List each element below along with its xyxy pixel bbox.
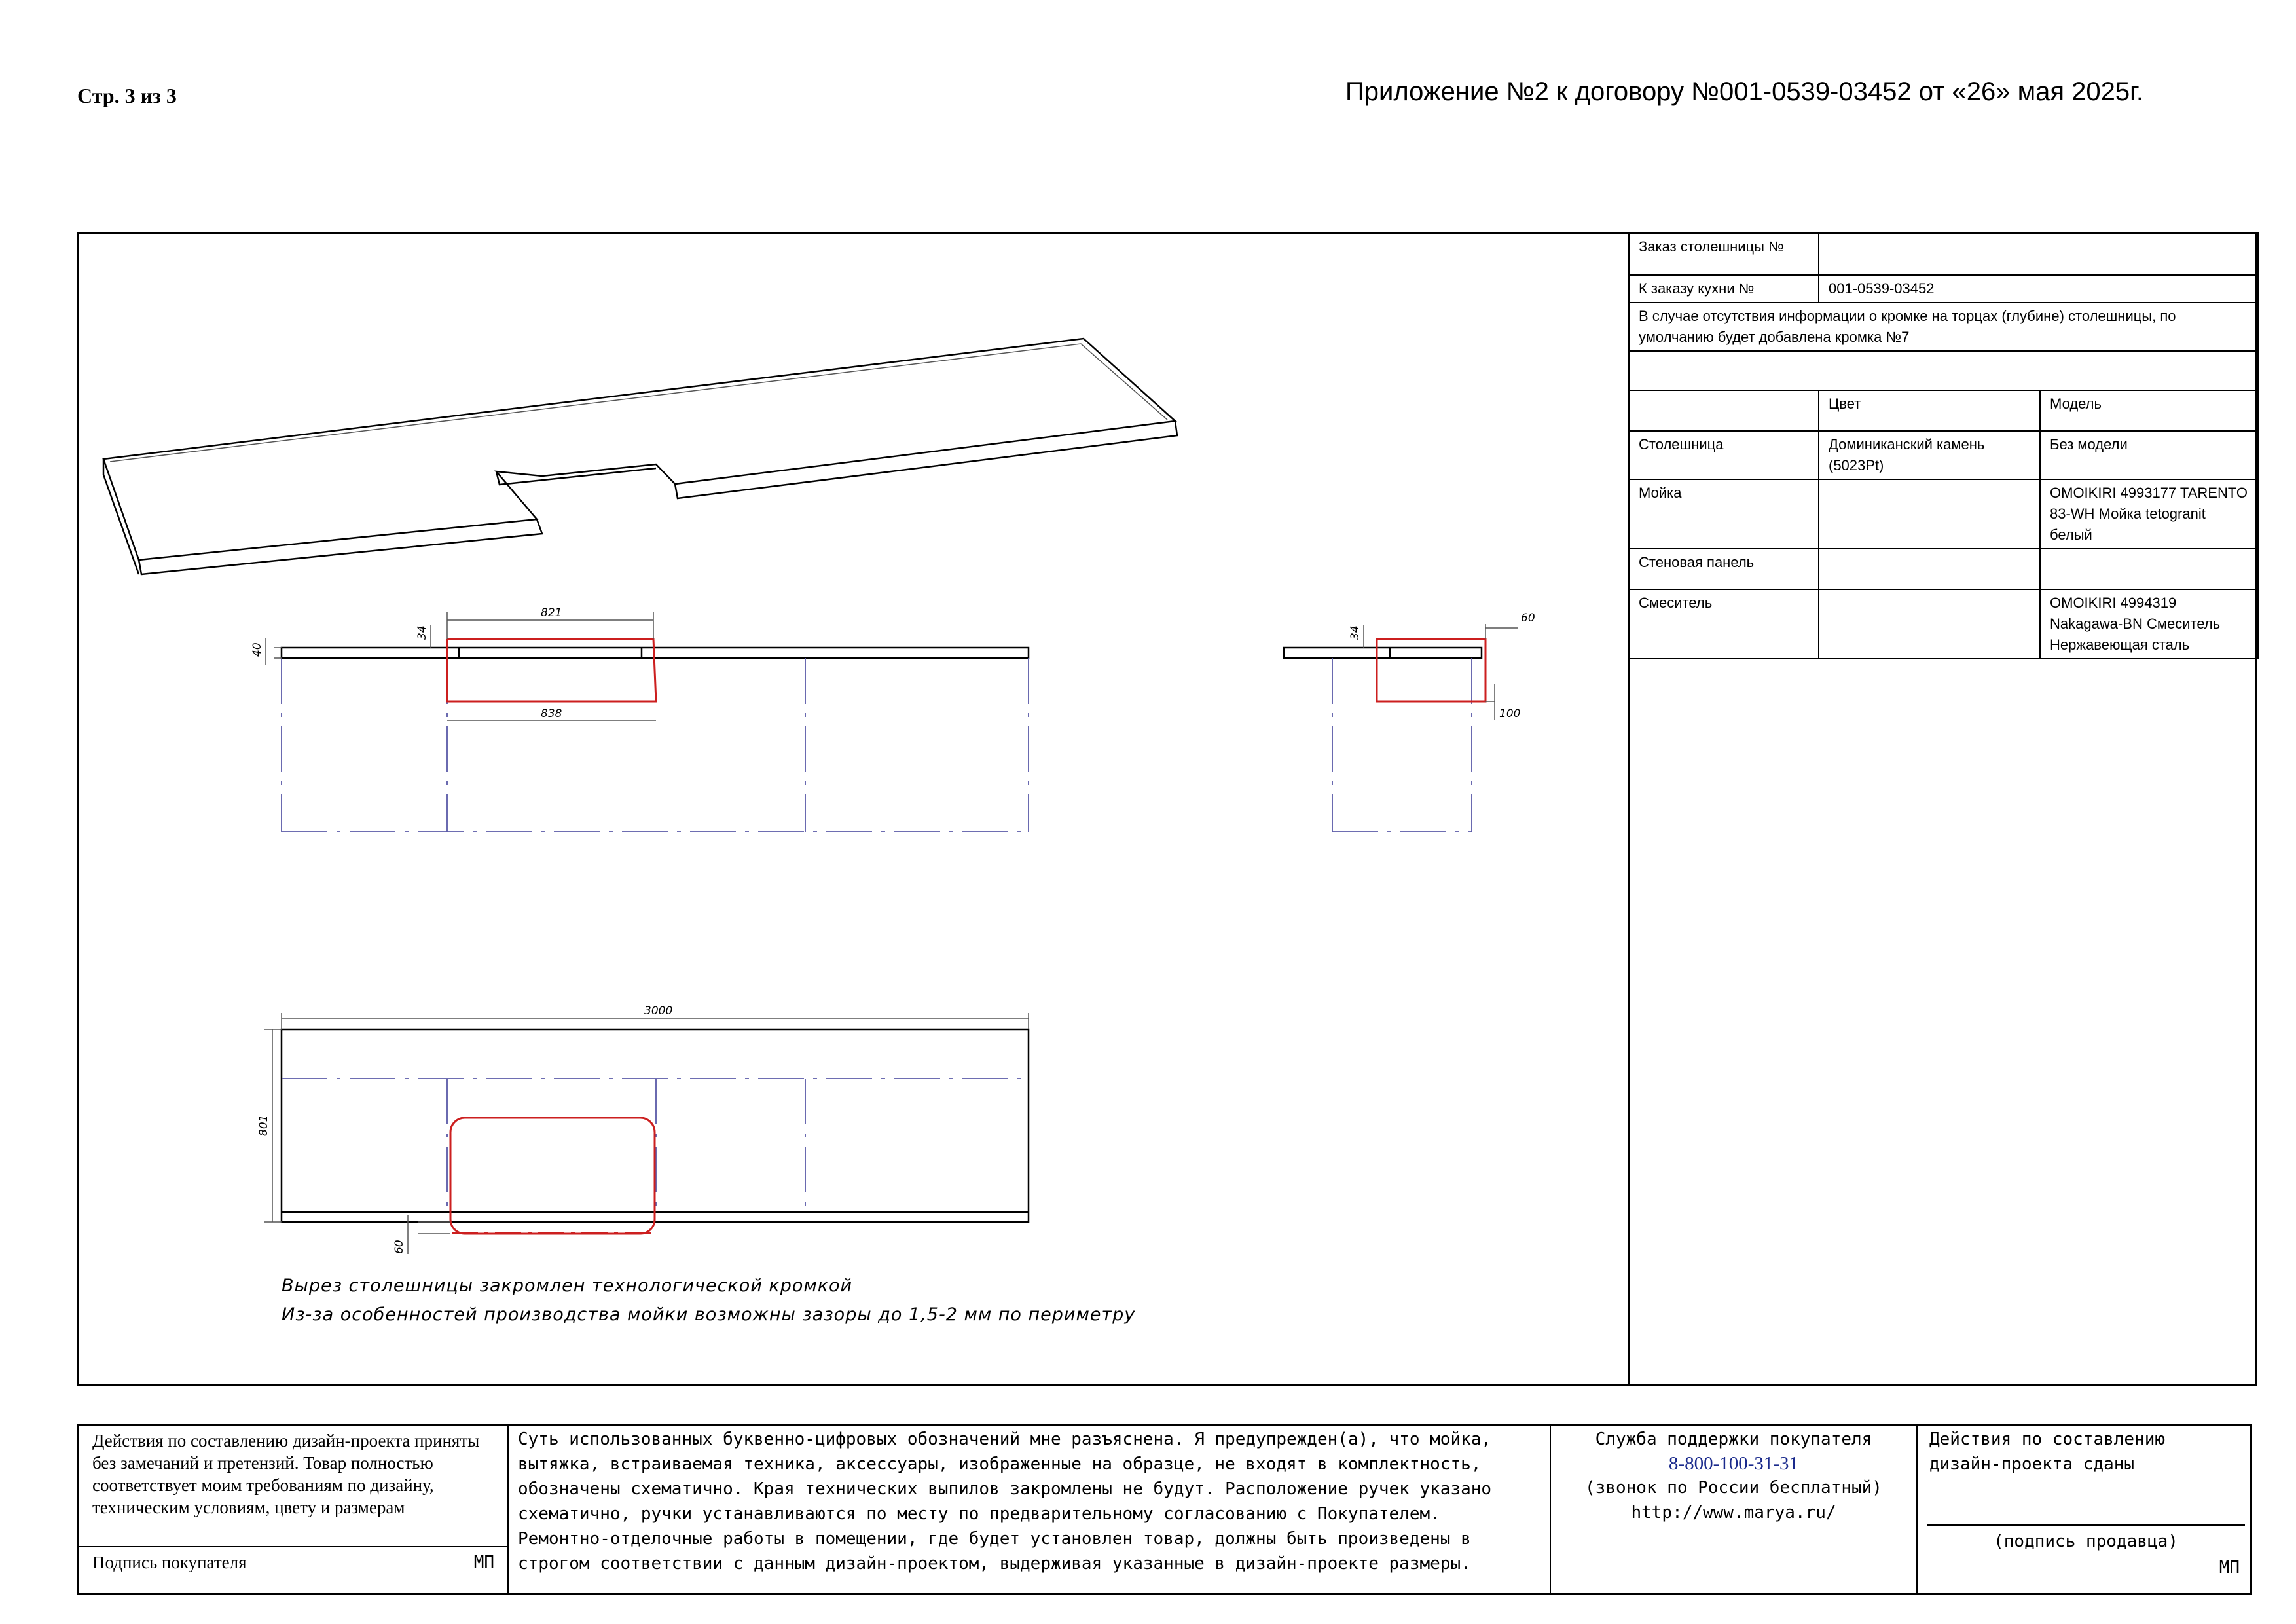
support-title: Служба поддержки покупателя bbox=[1595, 1430, 1872, 1449]
row-name: Стеновая панель bbox=[1629, 549, 1819, 589]
dim-100: 100 bbox=[1499, 707, 1521, 720]
contract-title: Приложение №2 к договору №001-0539-03452 от «26» мая 2025г. bbox=[1345, 77, 2143, 106]
row-model: OMOIKIRI 4993177 TARENTO 83-WH Мойка tetogranit белый bbox=[2040, 479, 2258, 549]
dim-821: 821 bbox=[541, 606, 562, 619]
header-empty bbox=[1629, 390, 1819, 431]
row-name: Смеситель bbox=[1629, 589, 1819, 659]
buyer-signature-label: Подпись покупателя bbox=[92, 1553, 247, 1572]
row-color bbox=[1819, 549, 2040, 589]
row-model: Без модели bbox=[2040, 431, 2258, 479]
row-model: OMOIKIRI 4994319 Nakagawa-BN Смеситель Нержавеющая сталь bbox=[2040, 589, 2258, 659]
row-color bbox=[1819, 589, 2040, 659]
mp-right: МП bbox=[2219, 1558, 2240, 1578]
dim-40: 40 bbox=[251, 642, 264, 657]
row-color bbox=[1819, 479, 2040, 549]
front-view bbox=[251, 606, 1029, 832]
side-view bbox=[1284, 612, 1535, 832]
seller-text: Действия по составлению дизайн-проекта сданы bbox=[1929, 1430, 2166, 1474]
footer-support bbox=[1551, 1426, 1918, 1593]
support-url[interactable]: http://www.marya.ru/ bbox=[1631, 1503, 1836, 1522]
dim-3000: 3000 bbox=[644, 1005, 673, 1018]
header-model: Модель bbox=[2040, 390, 2258, 431]
dim-34: 34 bbox=[416, 625, 429, 640]
dim-60-side: 60 bbox=[1521, 612, 1535, 625]
seller-signature-line bbox=[1927, 1524, 2245, 1526]
dim-34-side: 34 bbox=[1349, 625, 1362, 640]
support-phone[interactable]: 8-800-100-31-31 bbox=[1668, 1453, 1799, 1474]
footer-seller bbox=[1918, 1426, 2254, 1593]
header-color: Цвет bbox=[1819, 390, 2040, 431]
footer-legal bbox=[509, 1426, 1551, 1593]
order-value bbox=[1819, 233, 2258, 275]
note-cutout-edge: Вырез столешницы закромлен технологической кромкой bbox=[282, 1276, 853, 1296]
dim-801: 801 bbox=[257, 1115, 270, 1136]
spec-column-border bbox=[1628, 642, 1630, 1386]
acceptance-text: Действия по составлению дизайн-проекта приняты без замечаний и претензий. Товар полностью соответствует моим требованиям по дизайну, техническим условиям, цвету и размерам bbox=[92, 1431, 480, 1517]
isometric-view bbox=[103, 339, 1177, 574]
page-number: Стр. 3 из 3 bbox=[77, 84, 177, 107]
edge-note: В случае отсутствия информации о кромке на торцах (глубине) столешницы, по умолчанию будет добавлена кромка №7 bbox=[1629, 303, 2258, 351]
plan-view bbox=[257, 1005, 1029, 1254]
spec-table bbox=[1628, 232, 2259, 659]
legal-text: Суть использованных буквенно-цифровых обозначений мне разъяснена. Я предупрежден(а), что мойка, вытяжка, встраиваемая техника, аксессуары, изображенные на образце, не входят в комплектность, обозначены схематично. Края технических выпилов закромлены не будут. Расположение ручек указано схематично, ручки устанавливаются по месту по предварительному согласованию с Покупателем. Ремонтно-отделочные работы в помещении, где будет установлен товар, должны быть произведены в строгом соответствии с данным дизайн-проектом, выдерживая указанные в дизайн-проекте размеры. bbox=[518, 1430, 1492, 1574]
note-gaps: Из-за особенностей производства мойки возможны зазоры до 1,5-2 мм по периметру bbox=[282, 1304, 1136, 1325]
seller-signature-label: (подпись продавца) bbox=[1994, 1532, 2178, 1551]
spacer-row bbox=[1629, 351, 2258, 390]
order-label: Заказ столешницы № bbox=[1629, 233, 1819, 275]
row-color: Доминиканский камень (5023Pt) bbox=[1819, 431, 2040, 479]
row-model bbox=[2040, 549, 2258, 589]
technical-drawing bbox=[77, 232, 1628, 1386]
footer-acceptance bbox=[79, 1426, 509, 1593]
kitchen-label: К заказу кухни № bbox=[1629, 275, 1819, 303]
mp-left: МП bbox=[473, 1553, 494, 1572]
footer bbox=[77, 1424, 2252, 1595]
row-name: Мойка bbox=[1629, 479, 1819, 549]
dim-60-plan: 60 bbox=[393, 1240, 406, 1254]
dim-838: 838 bbox=[541, 707, 562, 720]
row-name: Столешница bbox=[1629, 431, 1819, 479]
kitchen-value: 001-0539-03452 bbox=[1819, 275, 2258, 303]
support-note: (звонок по России бесплатный) bbox=[1585, 1478, 1882, 1498]
